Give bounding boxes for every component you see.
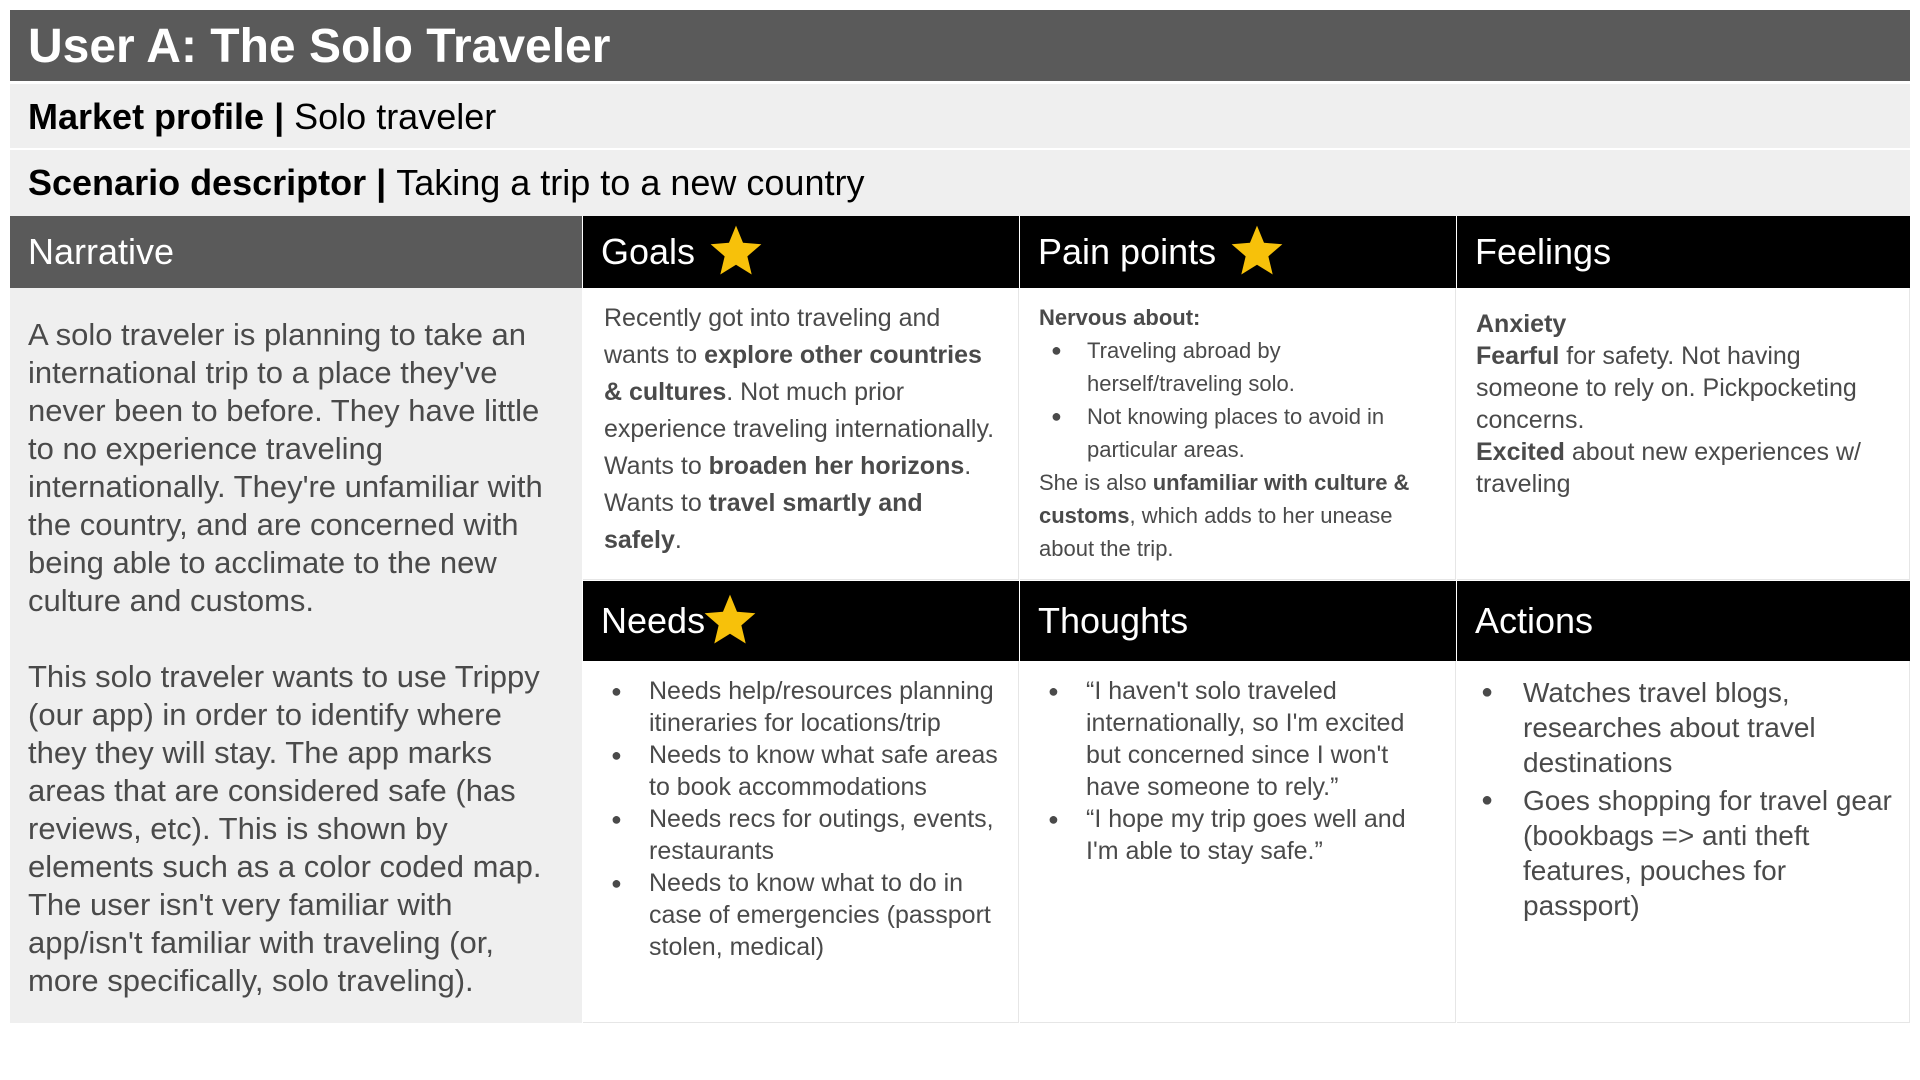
thoughts-body <box>1020 661 1456 1023</box>
goals-text <box>604 300 1000 559</box>
pain-points-text <box>1039 466 1441 565</box>
bullet-icon: ● <box>1051 340 1062 360</box>
goals-text-1: Recently got into traveling and wants to <box>604 304 941 369</box>
list-item <box>583 867 1004 963</box>
goals-text-4: . <box>674 526 682 554</box>
narrative-paragraph-1: A solo traveler is planning to take an international trip to a place they've never been to before. They have little to no experience traveling internationally. They're unfamiliar with the country, and are concerned with being able to acclimate to the new culture and customs. <box>28 317 543 618</box>
list-item <box>1020 675 1439 803</box>
actions-header-label: Actions <box>1475 600 1594 641</box>
feelings-bold-fearful: Fearful <box>1476 342 1560 370</box>
bullet-icon: ● <box>1481 681 1494 703</box>
bullet-icon: ● <box>1048 681 1059 701</box>
pain-point-text: Not knowing places to avoid in particular areas. <box>1087 404 1385 462</box>
scenario-label: Scenario descriptor <box>28 162 367 203</box>
action-text: Watches travel blogs, researches about travel destinations <box>1523 677 1816 778</box>
pain-points-text-1: She is also <box>1039 470 1153 495</box>
narrative-body <box>10 288 582 1023</box>
market-profile-value: Solo traveler <box>294 96 497 137</box>
bullet-icon: ● <box>611 681 622 701</box>
goals-header-label: Goals <box>601 231 696 272</box>
feelings-header-label: Feelings <box>1475 231 1612 272</box>
feelings-header <box>1457 216 1910 288</box>
list-item <box>1457 783 1897 923</box>
star-icon <box>701 591 759 649</box>
goals-text-2: . Not much prior experience traveling internationally. Wants to <box>604 378 995 480</box>
scenario-value: Taking a trip to a new country <box>396 162 865 203</box>
star-icon <box>1228 222 1286 280</box>
pain-points-body <box>1020 288 1456 580</box>
bullet-icon: ● <box>1048 809 1059 829</box>
pain-points-heading: Nervous about: <box>1039 305 1201 330</box>
list-item <box>583 675 1004 739</box>
actions-body <box>1457 661 1910 1023</box>
need-text: Needs to know what safe areas to book accommodations <box>649 741 998 801</box>
thoughts-header-label: Thoughts <box>1038 600 1189 641</box>
thoughts-header <box>1020 581 1456 661</box>
pain-points-header-label: Pain points <box>1038 231 1217 272</box>
list-item <box>583 803 1004 867</box>
narrative-header-label: Narrative <box>28 231 175 272</box>
actions-list <box>1457 675 1897 923</box>
list-item <box>1039 334 1441 400</box>
needs-list <box>583 675 1004 963</box>
feelings-body <box>1457 288 1910 580</box>
list-item <box>1020 803 1439 867</box>
star-icon <box>707 222 765 280</box>
bullet-icon: ● <box>611 809 622 829</box>
market-profile-separator: | <box>264 96 295 137</box>
scenario-separator: | <box>366 162 397 203</box>
feelings-text-fearful: for safety. Not having someone to rely on. Pickpocketing concerns. <box>1476 342 1857 434</box>
feelings-fearful-text <box>1476 340 1893 436</box>
goals-header <box>583 216 1019 288</box>
need-text: Needs recs for outings, events, restaurants <box>649 805 994 865</box>
pain-point-text: Traveling abroad by herself/traveling solo. <box>1087 338 1295 396</box>
list-item <box>583 739 1004 803</box>
pain-points-header <box>1020 216 1456 288</box>
feelings-anxiety: Anxiety <box>1476 310 1567 338</box>
needs-header-label: Needs <box>601 600 706 641</box>
actions-header <box>1457 581 1910 661</box>
feelings-text-excited: about new experiences w/ traveling <box>1476 438 1861 498</box>
goals-bold-1: explore other countries & cultures <box>604 341 982 406</box>
bullet-icon: ● <box>1051 406 1062 426</box>
narrative-header <box>10 216 582 288</box>
bullet-icon: ● <box>1481 789 1494 811</box>
feelings-bold-excited: Excited <box>1476 438 1565 466</box>
need-text: Needs help/resources planning itineraries for locations/trip <box>649 677 994 737</box>
goals-text-3: . Wants to <box>604 452 972 517</box>
thought-text: “I haven't solo traveled internationally, so I'm excited but concerned since I won't have someone to rely.” <box>1086 677 1405 801</box>
market-profile-row <box>10 84 1910 148</box>
list-item <box>1039 400 1441 466</box>
pain-points-list <box>1039 334 1441 466</box>
list-item <box>1457 675 1897 780</box>
needs-body <box>583 661 1019 1023</box>
goals-body <box>583 288 1019 580</box>
action-text: Goes shopping for travel gear (bookbags => anti theft features, pouches for passport) <box>1523 785 1892 921</box>
needs-header <box>583 581 1019 661</box>
pain-points-bold-1: unfamiliar with culture & customs <box>1039 470 1410 528</box>
feelings-excited-text <box>1476 436 1893 500</box>
narrative-paragraph-2: This solo traveler wants to use Trippy (our app) in order to identify where they they will stay. The app marks areas that are considered safe (has reviews, etc). This is shown by elements such as a color coded map. The user isn't very familiar with app/isn't familiar with traveling (or, more specifically, solo traveling). <box>28 659 542 998</box>
goals-bold-3: travel smartly and safely <box>604 489 923 554</box>
bullet-icon: ● <box>611 873 622 893</box>
page-title: User A: The Solo Traveler <box>28 20 611 73</box>
thought-text: “I hope my trip goes well and I'm able to stay safe.” <box>1086 805 1406 865</box>
scenario-row <box>10 150 1910 216</box>
need-text: Needs to know what to do in case of emergencies (passport stolen, medical) <box>649 869 991 961</box>
thoughts-list <box>1020 675 1439 867</box>
bullet-icon: ● <box>611 745 622 765</box>
pain-points-text-2: , which adds to her unease about the trip. <box>1039 503 1393 561</box>
goals-bold-2: broaden her horizons <box>708 452 965 480</box>
market-profile-label: Market profile <box>28 96 265 137</box>
title-bar <box>10 10 1910 81</box>
